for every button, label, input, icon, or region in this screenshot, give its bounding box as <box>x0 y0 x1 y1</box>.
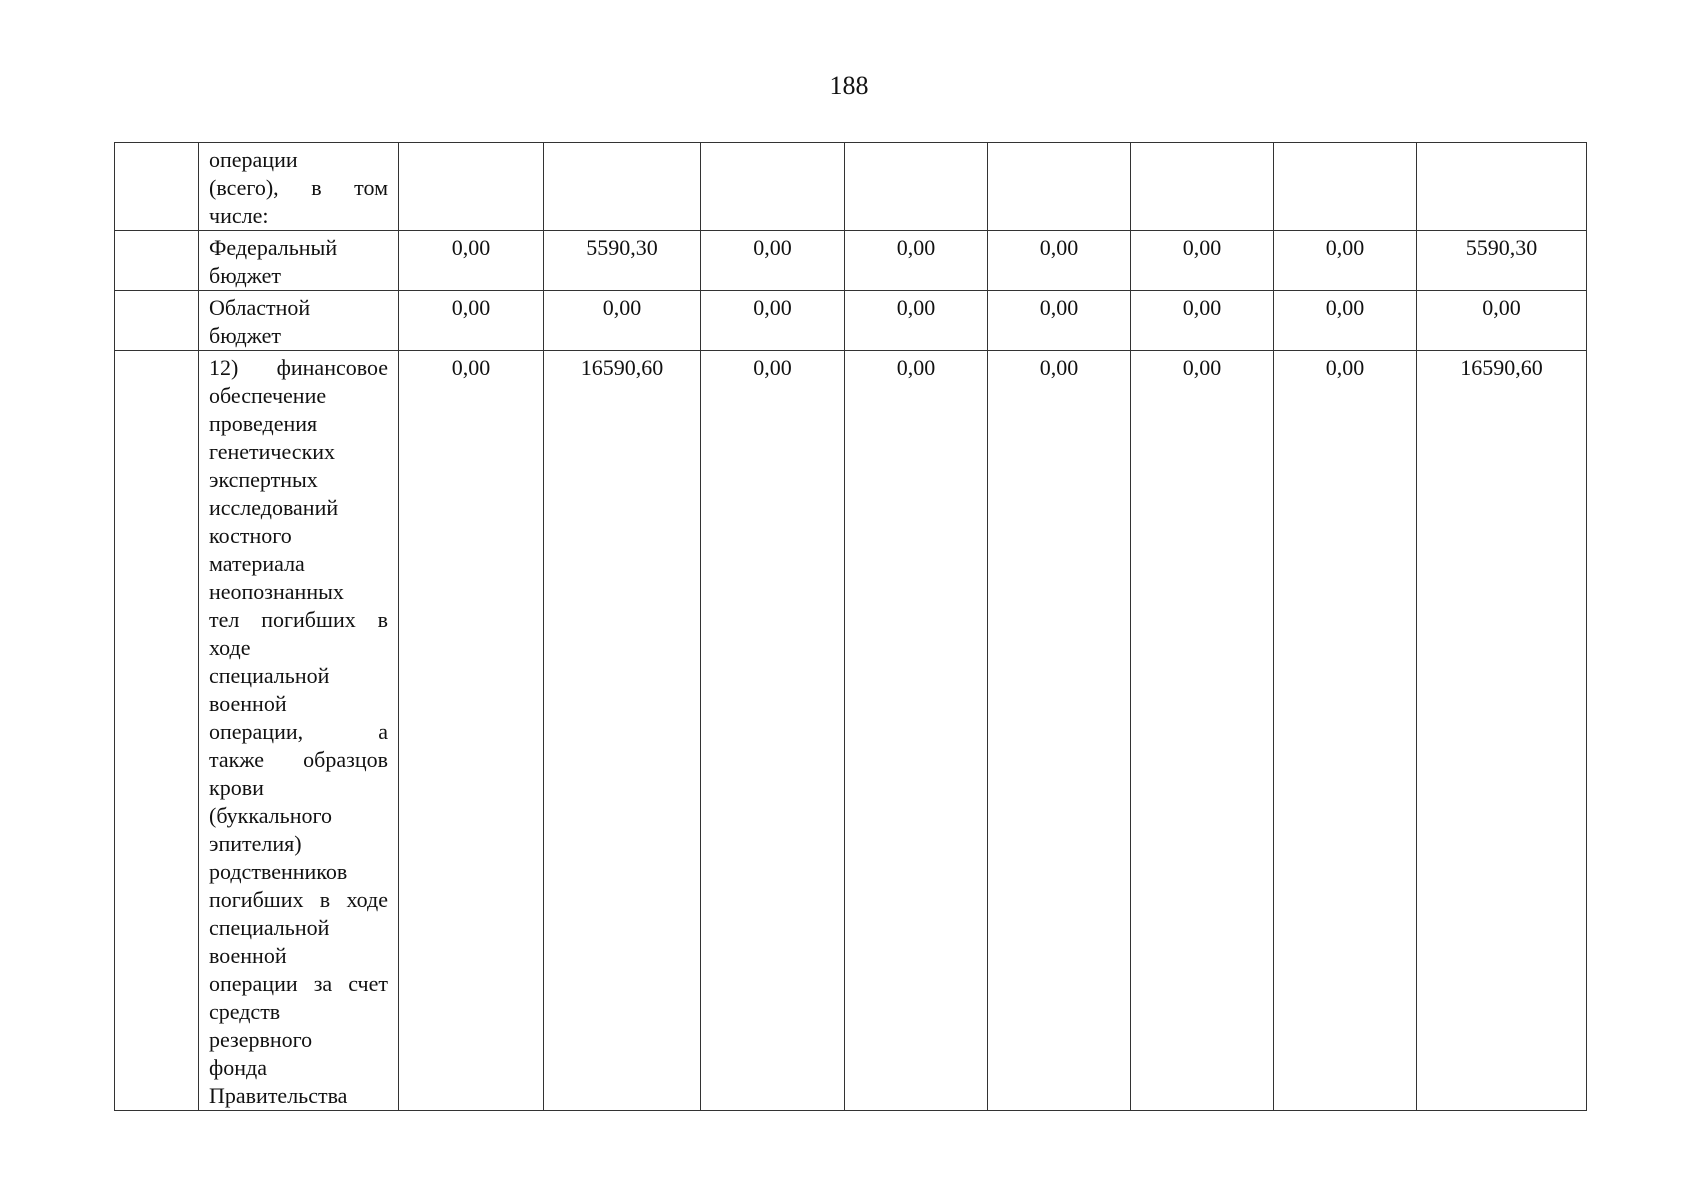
description-cell <box>199 351 399 1111</box>
description-cell <box>199 231 399 291</box>
value-cell: 0,00 <box>1274 291 1417 351</box>
value-cell: 0,00 <box>1131 291 1274 351</box>
value-cell: 0,00 <box>845 231 988 291</box>
value-cell: 0,00 <box>1131 351 1274 1111</box>
desc-line: тел погибших в <box>209 607 388 632</box>
desc-line: крови <box>209 775 264 800</box>
value-cell <box>544 143 701 231</box>
index-cell <box>115 143 199 231</box>
desc-line: генетических <box>209 439 336 464</box>
desc-line: бюджет <box>209 263 281 288</box>
value-cell: 5590,30 <box>1417 231 1587 291</box>
desc-line: материала <box>209 551 305 576</box>
value-cell: 0,00 <box>845 291 988 351</box>
value-cell: 0,00 <box>1417 291 1587 351</box>
desc-line: числе: <box>209 203 269 228</box>
desc-line: родственников <box>209 859 348 884</box>
desc-line: обеспечение <box>209 383 327 408</box>
table-row <box>115 351 1587 1111</box>
budget-table <box>114 142 1587 1111</box>
desc-line: неопознанных <box>209 579 344 604</box>
value-cell: 0,00 <box>544 291 701 351</box>
page-number: 188 <box>829 71 869 100</box>
value-cell: 0,00 <box>988 291 1131 351</box>
desc-line: специальной <box>209 915 330 940</box>
table-row <box>115 291 1587 351</box>
table-row <box>115 231 1587 291</box>
description-cell <box>199 143 399 231</box>
desc-line: исследований <box>209 495 339 520</box>
value-cell: 0,00 <box>701 231 845 291</box>
value-cell <box>845 143 988 231</box>
desc-line: (буккального <box>209 803 332 828</box>
value-cell: 16590,60 <box>544 351 701 1111</box>
value-cell: 0,00 <box>399 231 544 291</box>
desc-line: фонда <box>209 1055 267 1080</box>
description-cell <box>199 291 399 351</box>
desc-line: ходе <box>209 635 251 660</box>
desc-line: бюджет <box>209 323 281 348</box>
value-cell: 0,00 <box>1274 231 1417 291</box>
desc-line: экспертных <box>209 467 318 492</box>
desc-line: военной <box>209 943 287 968</box>
desc-line: (всего), в том <box>209 175 388 200</box>
desc-line: военной <box>209 691 287 716</box>
desc-line: операции, а <box>209 719 388 744</box>
index-cell <box>115 231 199 291</box>
desc-line: средств <box>209 999 281 1024</box>
value-cell <box>1131 143 1274 231</box>
desc-line: Правительства <box>209 1083 348 1108</box>
desc-line: специальной <box>209 663 330 688</box>
table-body <box>115 143 1587 1111</box>
value-cell <box>1417 143 1587 231</box>
value-cell: 0,00 <box>701 351 845 1111</box>
index-cell <box>115 291 199 351</box>
desc-line: 12) финансовое <box>209 355 388 380</box>
value-cell: 0,00 <box>845 351 988 1111</box>
desc-line: операции <box>209 147 298 172</box>
value-cell <box>1274 143 1417 231</box>
table-row <box>115 143 1587 231</box>
value-cell: 0,00 <box>988 231 1131 291</box>
index-cell <box>115 351 199 1111</box>
desc-line: резервного <box>209 1027 313 1052</box>
desc-line: погибших в ходе <box>209 887 388 912</box>
value-cell: 0,00 <box>1274 351 1417 1111</box>
desc-line: Областной <box>209 295 311 320</box>
value-cell: 0,00 <box>988 351 1131 1111</box>
value-cell: 5590,30 <box>544 231 701 291</box>
desc-line: эпителия) <box>209 831 302 856</box>
desc-line: операции за счет <box>209 971 388 996</box>
value-cell <box>399 143 544 231</box>
value-cell: 0,00 <box>701 291 845 351</box>
desc-line: также образцов <box>209 747 388 772</box>
desc-line: Федеральный <box>209 235 338 260</box>
desc-line: проведения <box>209 411 318 436</box>
desc-line: костного <box>209 523 292 548</box>
value-cell: 0,00 <box>399 291 544 351</box>
value-cell <box>988 143 1131 231</box>
value-cell: 0,00 <box>399 351 544 1111</box>
value-cell: 16590,60 <box>1417 351 1587 1111</box>
value-cell <box>701 143 845 231</box>
value-cell: 0,00 <box>1131 231 1274 291</box>
